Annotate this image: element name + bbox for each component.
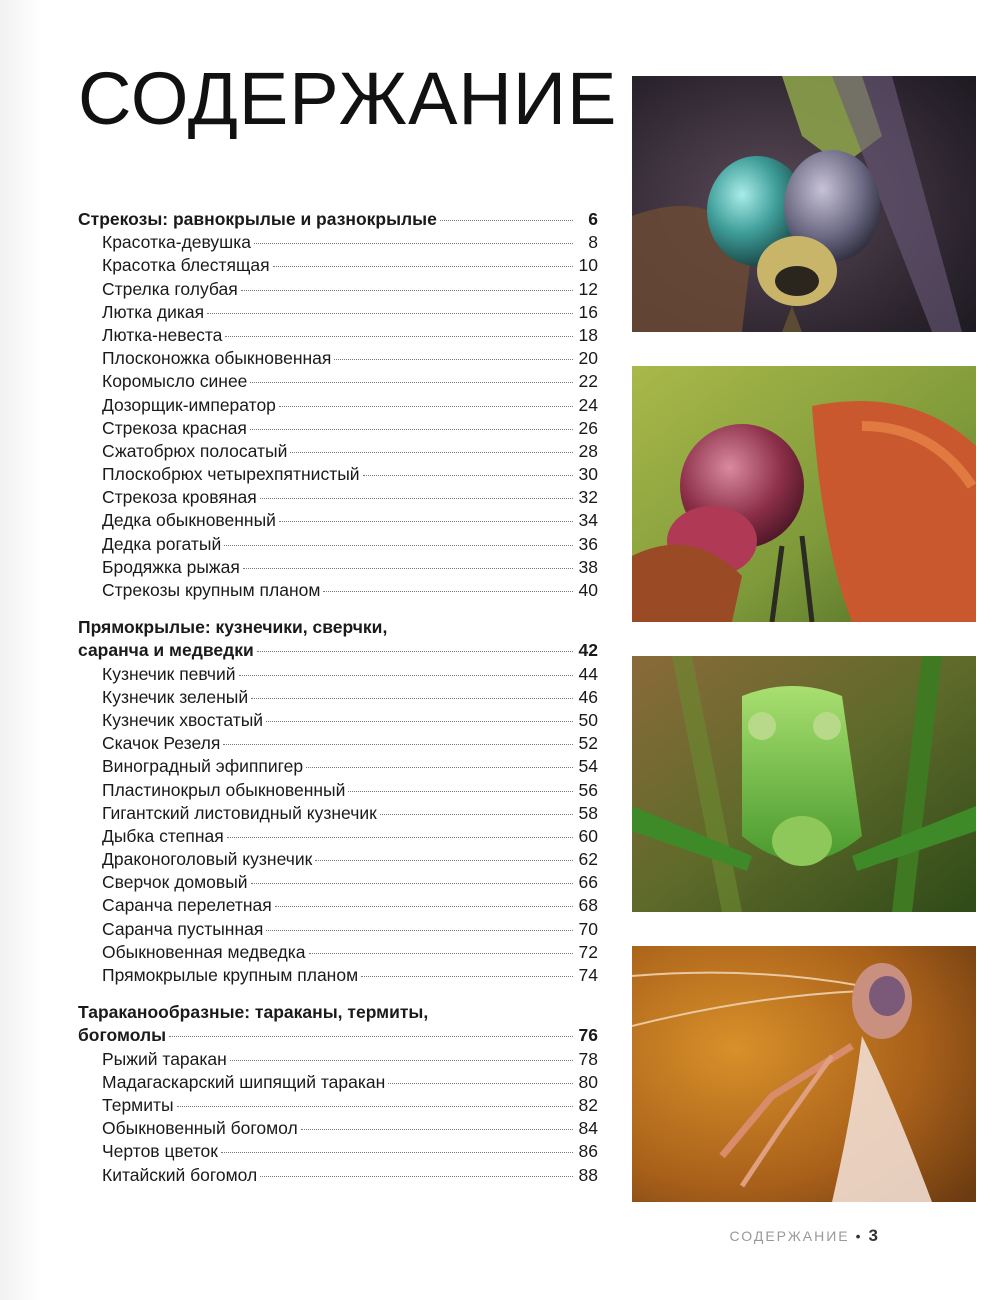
page-ref: 18 — [578, 324, 598, 345]
dot-leader — [207, 312, 573, 314]
toc-entry[interactable] — [78, 463, 598, 486]
toc-entry[interactable] — [78, 509, 598, 532]
toc-entry-label: Пластинокрыл обыкновенный — [102, 779, 346, 800]
dot-leader — [169, 1035, 573, 1037]
toc-entry-label: Китайский богомол — [102, 1164, 258, 1185]
dot-leader — [241, 289, 573, 291]
toc-entry[interactable] — [78, 964, 598, 987]
page-ref: 12 — [578, 278, 598, 299]
section-heading-label: богомолы — [78, 1025, 167, 1046]
toc-entry[interactable] — [78, 825, 598, 848]
section-heading[interactable] — [78, 639, 598, 662]
dot-leader — [230, 1059, 573, 1061]
page-ref: 72 — [578, 941, 598, 962]
page-ref: 68 — [578, 895, 598, 916]
toc-entry-label: Дедка рогатый — [102, 533, 222, 554]
toc-entry[interactable] — [78, 324, 598, 347]
dot-leader — [388, 1082, 573, 1084]
toc-entry-label: Саранча пустынная — [102, 918, 264, 939]
toc-entry[interactable] — [78, 254, 598, 277]
page-ref: 86 — [578, 1141, 598, 1162]
toc-entry-label: Гигантский листовидный кузнечик — [102, 802, 377, 823]
toc-entry-label: Стрекоза кровяная — [102, 487, 257, 508]
mantis-orange-photo — [632, 946, 976, 1202]
dot-leader — [257, 650, 573, 652]
toc-entry[interactable] — [78, 533, 598, 556]
dot-leader — [273, 265, 573, 267]
page-ref: 34 — [578, 510, 598, 531]
toc-entry-label: Обыкновенный богомол — [102, 1118, 298, 1139]
toc-entry[interactable] — [78, 231, 598, 254]
page-ref: 10 — [578, 255, 598, 276]
toc-section — [78, 1001, 598, 1187]
toc-entry[interactable] — [78, 848, 598, 871]
dot-leader — [177, 1105, 573, 1107]
dot-leader — [250, 381, 573, 383]
page-ref: 58 — [578, 802, 598, 823]
page-ref: 70 — [578, 918, 598, 939]
toc-entry[interactable] — [78, 347, 598, 370]
dot-leader — [361, 975, 573, 977]
page-ref: 82 — [578, 1094, 598, 1115]
dot-leader — [279, 520, 573, 522]
toc-entry-label: Лютка дикая — [102, 301, 205, 322]
page-ref: 28 — [578, 440, 598, 461]
dot-leader — [250, 428, 573, 430]
toc-entry[interactable] — [78, 941, 598, 964]
toc-entry-label: Дозорщик-император — [102, 394, 276, 415]
page-ref: 54 — [578, 756, 598, 777]
page-ref: 16 — [578, 301, 598, 322]
dot-leader — [254, 242, 573, 244]
toc-entry-label: Мадагаскарский шипящий таракан — [102, 1071, 386, 1092]
toc-entry-label: Саранча перелетная — [102, 895, 272, 916]
toc-entry[interactable] — [78, 779, 598, 802]
toc-entry[interactable] — [78, 663, 598, 686]
dot-leader — [224, 544, 573, 546]
toc-entry[interactable] — [78, 802, 598, 825]
page-ref: 50 — [578, 709, 598, 730]
toc-section — [78, 616, 598, 987]
toc-entry-label: Обыкновенная медведка — [102, 941, 306, 962]
dragonfly-red-photo — [632, 366, 976, 622]
toc-entry-label: Красотка-девушка — [102, 232, 251, 253]
dot-leader — [266, 929, 573, 931]
toc-entry[interactable] — [78, 1094, 598, 1117]
page-ref: 40 — [578, 580, 598, 600]
section-heading-label: Стрекозы: равнокрылые и разнокрылые — [78, 209, 437, 229]
page-ref: 84 — [578, 1118, 598, 1139]
toc-entry[interactable] — [78, 918, 598, 941]
toc-entry-label: Рыжий таракан — [102, 1048, 227, 1069]
toc-entry[interactable] — [78, 278, 598, 301]
page-ref: 38 — [578, 556, 598, 577]
section-heading-label: саранча и медведки — [78, 640, 254, 661]
toc-entry-label: Стрекоза красная — [102, 417, 247, 438]
dot-leader — [260, 497, 573, 499]
dot-leader — [266, 720, 573, 722]
dot-leader — [323, 590, 573, 592]
page-ref: 36 — [578, 533, 598, 554]
page-ref: 62 — [578, 849, 598, 870]
page-ref: 88 — [578, 1164, 598, 1185]
toc-entry[interactable] — [78, 1140, 598, 1163]
dot-leader — [275, 905, 573, 907]
dot-leader — [309, 952, 573, 954]
toc-entry-label: Кузнечик певчий — [102, 663, 236, 684]
page-number: 3 — [868, 1226, 878, 1245]
dot-leader — [290, 451, 573, 453]
toc-entry[interactable] — [78, 1071, 598, 1094]
toc-entry[interactable] — [78, 301, 598, 324]
toc-entry[interactable] — [78, 894, 598, 917]
toc-entry[interactable] — [78, 732, 598, 755]
page-ref: 42 — [578, 640, 598, 661]
toc-entry[interactable] — [78, 1164, 598, 1187]
toc-entry[interactable] — [78, 486, 598, 509]
toc-entry-label: Прямокрылые крупным планом — [102, 965, 359, 986]
page-ref: 52 — [578, 733, 598, 754]
toc-entry[interactable] — [78, 1117, 598, 1140]
page-ref: 56 — [578, 779, 598, 800]
toc-entry[interactable] — [78, 370, 598, 393]
dot-leader — [440, 219, 573, 221]
section-heading-line: Тараканообразные: тараканы, термиты, — [78, 1002, 429, 1023]
toc-entry-label: Лютка-невеста — [102, 324, 223, 345]
green-grasshopper-photo — [632, 656, 976, 912]
section-heading[interactable] — [78, 208, 598, 231]
toc-entry-label: Плоскобрюх четырехпятнистый — [102, 464, 360, 485]
toc-entry-label: Красотка блестящая — [102, 255, 270, 276]
toc-entry-label: Драконоголовый кузнечик — [102, 849, 313, 870]
page-ref: 30 — [578, 464, 598, 485]
table-of-contents — [78, 208, 598, 1201]
toc-entry[interactable] — [78, 709, 598, 732]
page-ref: 20 — [578, 348, 598, 369]
toc-entry-label: Чертов цветок — [102, 1141, 218, 1162]
dot-leader — [227, 836, 573, 838]
dot-leader — [251, 882, 573, 884]
page-ref: 46 — [578, 686, 598, 707]
footer-label: СОДЕРЖАНИЕ — [729, 1228, 850, 1244]
toc-entry-label: Стрелка голубая — [102, 278, 238, 299]
page-ref: 74 — [578, 965, 598, 986]
page-title: СОДЕРЖАНИЕ — [78, 57, 618, 140]
dot-leader — [348, 790, 573, 792]
page-ref: 78 — [578, 1048, 598, 1069]
toc-entry[interactable] — [78, 1048, 598, 1071]
dot-leader — [306, 766, 573, 768]
dot-leader — [260, 1175, 573, 1177]
dot-leader — [225, 335, 573, 337]
dot-leader — [251, 697, 573, 699]
dot-leader — [279, 405, 573, 407]
toc-entry-label: Сверчок домовый — [102, 872, 248, 893]
dot-leader — [380, 813, 573, 815]
toc-entry-label: Стрекозы крупным планом — [102, 580, 321, 600]
dot-leader — [221, 1151, 573, 1153]
section-heading-line: Прямокрылые: кузнечики, сверчки, — [78, 617, 388, 638]
toc-entry[interactable] — [78, 394, 598, 417]
toc-section — [78, 208, 598, 602]
toc-entry-label: Скачок Резеля — [102, 733, 221, 754]
toc-entry[interactable] — [78, 755, 598, 778]
toc-entry-label: Кузнечик хвостатый — [102, 709, 264, 730]
toc-entry-label: Дедка обыкновенный — [102, 510, 276, 531]
dot-leader — [315, 859, 573, 861]
page-ref: 80 — [578, 1071, 598, 1092]
page-ref: 24 — [578, 394, 598, 415]
page-ref: 22 — [578, 371, 598, 392]
page-ref: 44 — [578, 663, 598, 684]
dot-leader — [363, 474, 573, 476]
toc-entry-label: Виноградный эфиппигер — [102, 756, 304, 777]
page-ref: 32 — [578, 487, 598, 508]
page-ref: 6 — [588, 209, 598, 229]
toc-entry[interactable] — [78, 579, 598, 602]
page-ref: 8 — [588, 232, 598, 253]
page-footer — [729, 1226, 878, 1246]
toc-entry-label: Дыбка степная — [102, 825, 224, 846]
dragonfly-blue-eyes-photo — [632, 76, 976, 332]
toc-entry[interactable] — [78, 556, 598, 579]
page-ref: 26 — [578, 417, 598, 438]
page-ref: 60 — [578, 825, 598, 846]
toc-entry[interactable] — [78, 871, 598, 894]
toc-entry-label: Сжатобрюх полосатый — [102, 440, 288, 461]
toc-entry-label: Плосконожка обыкновенная — [102, 348, 332, 369]
toc-entry-label: Бродяжка рыжая — [102, 556, 240, 577]
page-edge-shadow — [0, 0, 42, 1300]
section-heading[interactable] — [78, 1024, 598, 1047]
dot-leader — [243, 567, 573, 569]
toc-entry[interactable] — [78, 440, 598, 463]
toc-entry[interactable] — [78, 686, 598, 709]
page-ref: 66 — [578, 872, 598, 893]
dot-leader — [239, 674, 573, 676]
toc-entry-label: Коромысло синее — [102, 371, 248, 392]
toc-entry[interactable] — [78, 417, 598, 440]
toc-entry-label: Термиты — [102, 1094, 174, 1115]
toc-entry-label: Кузнечик зеленый — [102, 686, 249, 707]
footer-bullet: • — [855, 1228, 863, 1244]
dot-leader — [334, 358, 573, 360]
dot-leader — [223, 743, 573, 745]
dot-leader — [301, 1128, 573, 1130]
page-ref: 76 — [578, 1025, 598, 1046]
